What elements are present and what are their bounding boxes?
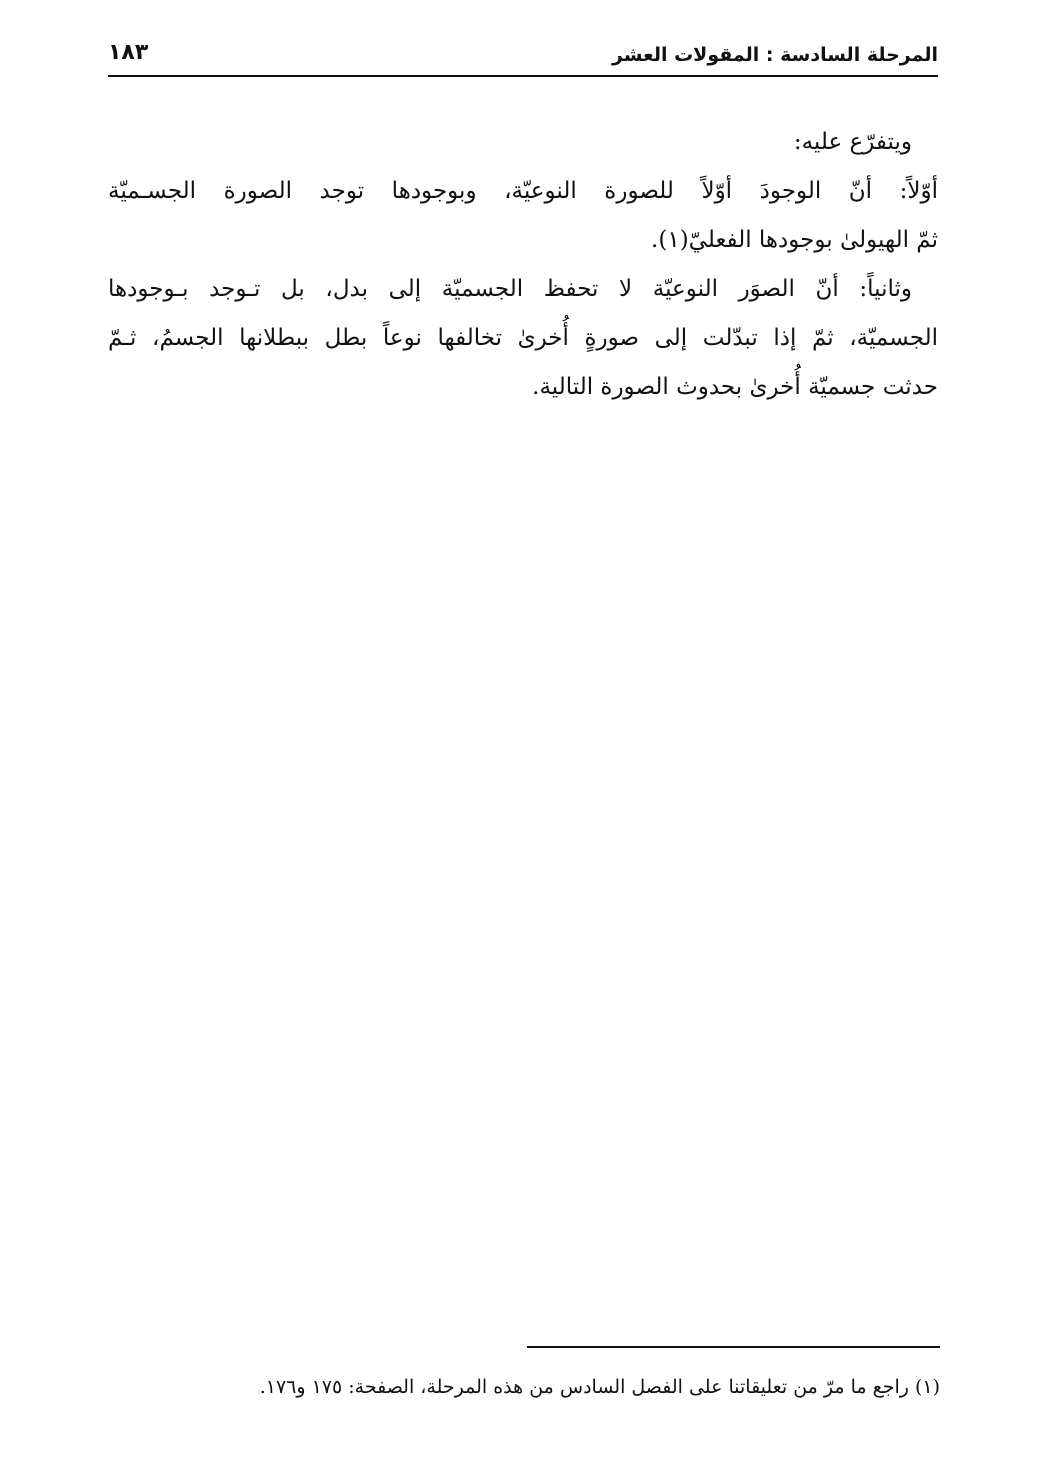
- page-number: ١٨٣: [108, 40, 149, 65]
- body-line: ويتفرّع عليه:: [793, 129, 912, 155]
- body-text: [108, 118, 938, 412]
- page-header: [108, 40, 938, 76]
- body-line: حدثت جسميّة أُخرىٰ بحدوث الصورة التالية.: [532, 374, 938, 400]
- body-line: ثمّ الهيولىٰ بوجودها الفعليّ(١).: [651, 227, 938, 253]
- footnote: (١) راجع ما مرّ من تعليقاتنا على الفصل السادس من هذه المرحلة، الصفحة: ١٧٥ و١٧٦.: [259, 1376, 940, 1398]
- footnote-rule: [527, 1346, 940, 1348]
- body-line: وثانياً: أنّ الصوَر النوعيّة لا تحفظ الجسميّة إلى بدل، بل تـوجد بـوجودها: [108, 276, 912, 302]
- body-line: أوّلاً: أنّ الوجودَ أوّلاً للصورة النوعيّة، وبوجودها توجد الصورة الجسـميّة: [108, 178, 938, 204]
- header-rule: [108, 75, 938, 77]
- running-title: المرحلة السادسة : المقولات العشر: [611, 44, 938, 66]
- body-line: الجسميّة، ثمّ إذا تبدّلت إلى صورةٍ أُخرىٰ تخالفها نوعاً بطل ببطلانها الجسمُ، ثـمّ: [108, 325, 938, 351]
